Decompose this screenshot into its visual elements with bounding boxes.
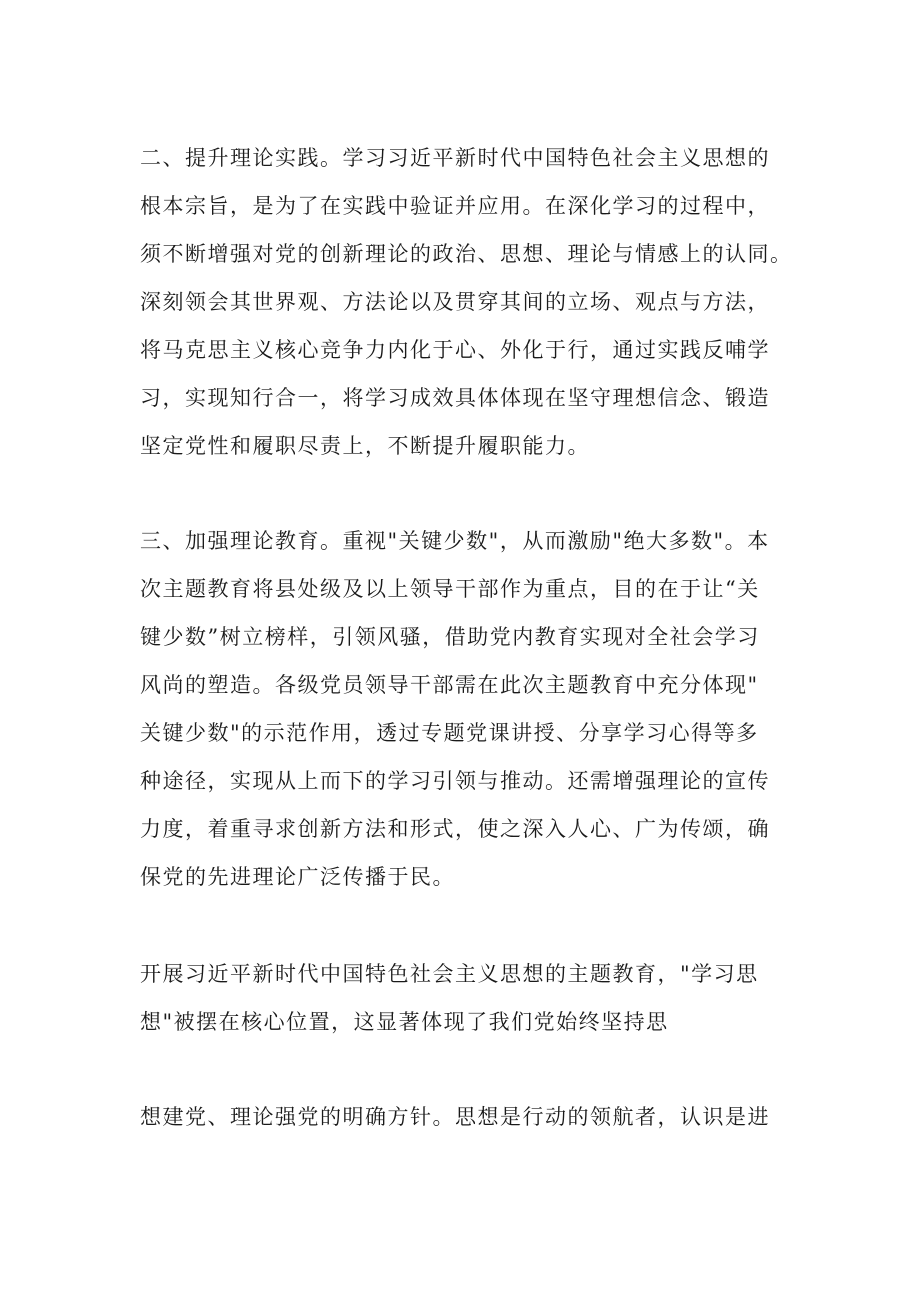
text-line: 将马克思主义核心竞争力内化于心、外化于行，通过实践反哺学 (140, 338, 770, 362)
text-line: 习，实现知行合一，将学习成效具体体现在坚守理想信念、锻造 (140, 386, 770, 410)
text-line: 三、加强理论教育。重视"关键少数"，从而激励"绝大多数"。本 (140, 529, 770, 553)
text-line: 二、提升理论实践。学习习近平新时代中国特色社会主义思想的 (140, 146, 770, 170)
text-line: 想建党、理论强党的明确方针。思想是行动的领航者，认识是进 (140, 1105, 770, 1129)
text-line: 保党的先进理论广泛传播于民。 (140, 865, 455, 889)
text-line: 风尚的塑造。各级党员领导干部需在此次主题教育中充分体现" (140, 673, 759, 697)
text-line: 次主题教育将县处级及以上领导干部作为重点，目的在于让“关 (140, 577, 760, 601)
paragraph-strengthen-theory-education (140, 517, 800, 901)
text-line: 种途径，实现从上而下的学习引领与推动。还需增强理论的宣传 (140, 769, 770, 793)
text-line: 根本宗旨，是为了在实践中验证并应用。在深化学习的过程中， (140, 194, 770, 218)
text-line: 键少数”树立榜样，引领风骚，借助党内教育实现对全社会学习 (140, 625, 760, 649)
text-line: 坚定党性和履职尽责上，不断提升履职能力。 (140, 434, 590, 458)
text-line: 力度，着重寻求创新方法和形式，使之深入人心、广为传颂，确 (140, 817, 770, 841)
paragraph-theme-education (140, 950, 800, 1046)
text-line: 深刻领会其世界观、方法论以及贯穿其间的立场、观点与方法， (140, 290, 770, 314)
paragraph-improve-theory-practice (140, 134, 800, 470)
text-line: 须不断增强对党的创新理论的政治、思想、理论与情感上的认同。 (140, 242, 793, 266)
text-line: 开展习近平新时代中国特色社会主义思想的主题教育，"学习思 (140, 962, 759, 986)
text-line: 想"被摆在核心位置，这显著体现了我们党始终坚持思 (140, 1010, 669, 1034)
text-line: 关键少数"的示范作用，透过专题党课讲授、分享学习心得等多 (140, 721, 759, 745)
paragraph-continuation (140, 1093, 800, 1141)
